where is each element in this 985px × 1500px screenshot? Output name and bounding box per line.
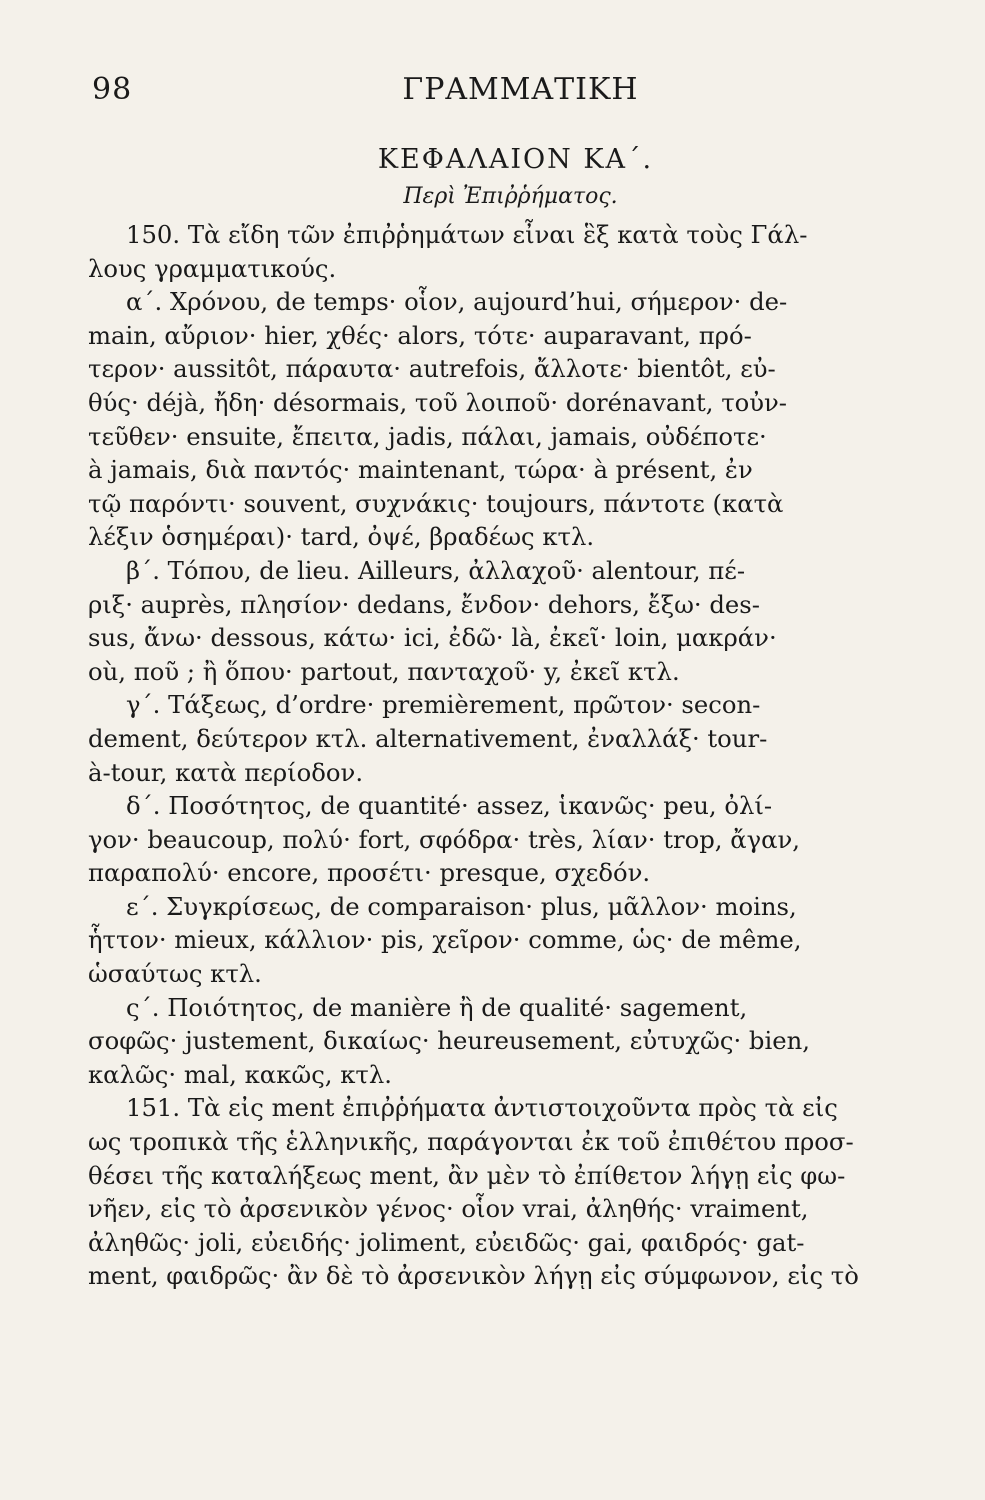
text-line: β΄. Τόπου, de lieu. Ailleurs, ἀλλαχοῦ· alentour, πέ-: [126, 555, 746, 585]
text-line: τῷ παρόντι· souvent, συχνάκις· toujours, πάντοτε (κατὰ: [88, 488, 784, 518]
text-line: θέσει τῆς καταλήξεως ment, ἂν μὲν τὸ ἐπίθετον λήγῃ εἰς φω-: [88, 1160, 846, 1190]
text-line: où, ποῦ ; ἢ ὅπου· partout, πανταχοῦ· y, ἐκεῖ κτλ.: [88, 656, 680, 686]
page-number: 98: [92, 72, 133, 107]
text-line: παραπολύ· encore, προσέτι· presque, σχεδόν.: [88, 858, 651, 888]
text-line: σοφῶς· justement, δικαίως· heureusement, εὐτυχῶς· bien,: [88, 1026, 810, 1056]
text-line: dement, δεύτερον κτλ. alternativement, ἐναλλάξ· tour-: [88, 723, 768, 753]
text-line: ως τροπικὰ τῆς ἑλληνικῆς, παράγονται ἐκ τοῦ ἐπιθέτου προσ-: [88, 1127, 854, 1157]
text-line: sus, ἄνω· dessous, κάτω· ici, ἐδῶ· là, ἐκεῖ· loin, μακράν·: [88, 623, 777, 653]
page-header: [88, 62, 913, 122]
text-line: καλῶς· mal, κακῶς, κτλ.: [88, 1059, 392, 1089]
text-line: ς΄. Ποιότητος, de manière ἢ de qualité· sagement,: [126, 992, 748, 1022]
text-line: main, αὔριον· hier, χθές· alors, τότε· auparavant, πρό-: [88, 320, 752, 350]
text-line: à jamais, διὰ παντός· maintenant, τώρα· à présent, ἐν: [88, 455, 753, 485]
text-line: λους γραμματικούς.: [88, 253, 337, 283]
text-line: ὡσαύτως κτλ.: [88, 959, 262, 989]
text-line: νῆεν, εἰς τὸ ἀρσενικὸν γένος· οἷον vrai, ἀληθής· vraiment,: [88, 1194, 809, 1224]
text-line: τεῦθεν· ensuite, ἔπειτα, jadis, πάλαι, jamais, οὐδέποτε·: [88, 421, 767, 451]
text-line: ment, φαιδρῶς· ἂν δὲ τὸ ἀρσενικὸν λήγῃ εἰς σύμφωνον, εἰς τὸ: [88, 1261, 859, 1291]
text-line: τερον· aussitôt, πάραυτα· autrefois, ἄλλοτε· bientôt, εὐ-: [88, 354, 776, 384]
chapter-subtitle: Περὶ Ἐπιῤῥήματος.: [403, 184, 618, 209]
running-title: ΓΡΑΜΜΑΤΙΚΗ: [402, 72, 639, 107]
text-line: à-tour, κατὰ περίοδον.: [88, 757, 364, 787]
body-text: [88, 218, 913, 1293]
chapter-title: ΚΕΦΑΛΑΙΟΝ ΚΑ΄.: [377, 144, 654, 175]
text-line: α΄. Χρόνου, de temps· οἷον, aujourd’hui, σήμερον· de-: [126, 287, 788, 317]
text-line: 151. Τὰ εἰς ment ἐπιῤῥήματα ἀντιστοιχοῦντα πρὸς τὰ εἰς: [126, 1093, 838, 1123]
text-line: δ΄. Ποσότητος, de quantité· assez, ἱκανῶς· peu, ὀλί-: [126, 791, 773, 821]
text-line: ριξ· auprès, πλησίον· dedans, ἔνδον· dehors, ἔξω· des-: [88, 589, 760, 619]
text-line: γ΄. Τάξεως, d’ordre· premièrement, πρῶτον· secon-: [126, 690, 761, 720]
text-line: ε΄. Συγκρίσεως, de comparaison· plus, μᾶλλον· moins,: [126, 891, 797, 921]
text-line: 150. Τὰ εἴδη τῶν ἐπιῤῥημάτων εἶναι ἓξ κατὰ τοὺς Γάλ-: [126, 220, 808, 249]
text-line: ἀληθῶς· joli, εὐειδής· joliment, εὐειδῶς· gai, φαιδρός· gat-: [88, 1227, 805, 1257]
text-line: γον· beaucoup, πολύ· fort, σφόδρα· très, λίαν· trop, ἄγαν,: [88, 824, 801, 854]
text-line: λέξιν ὁσημέραι)· tard, ὀψέ, βραδέως κτλ.: [88, 522, 595, 552]
text-line: θύς· déjà, ἤδη· désormais, τοῦ λοιποῦ· dorénavant, τοὐν-: [88, 387, 788, 417]
text-line: ἧττον· mieux, κάλλιον· pis, χεῖρον· comme, ὡς· de même,: [88, 925, 802, 955]
